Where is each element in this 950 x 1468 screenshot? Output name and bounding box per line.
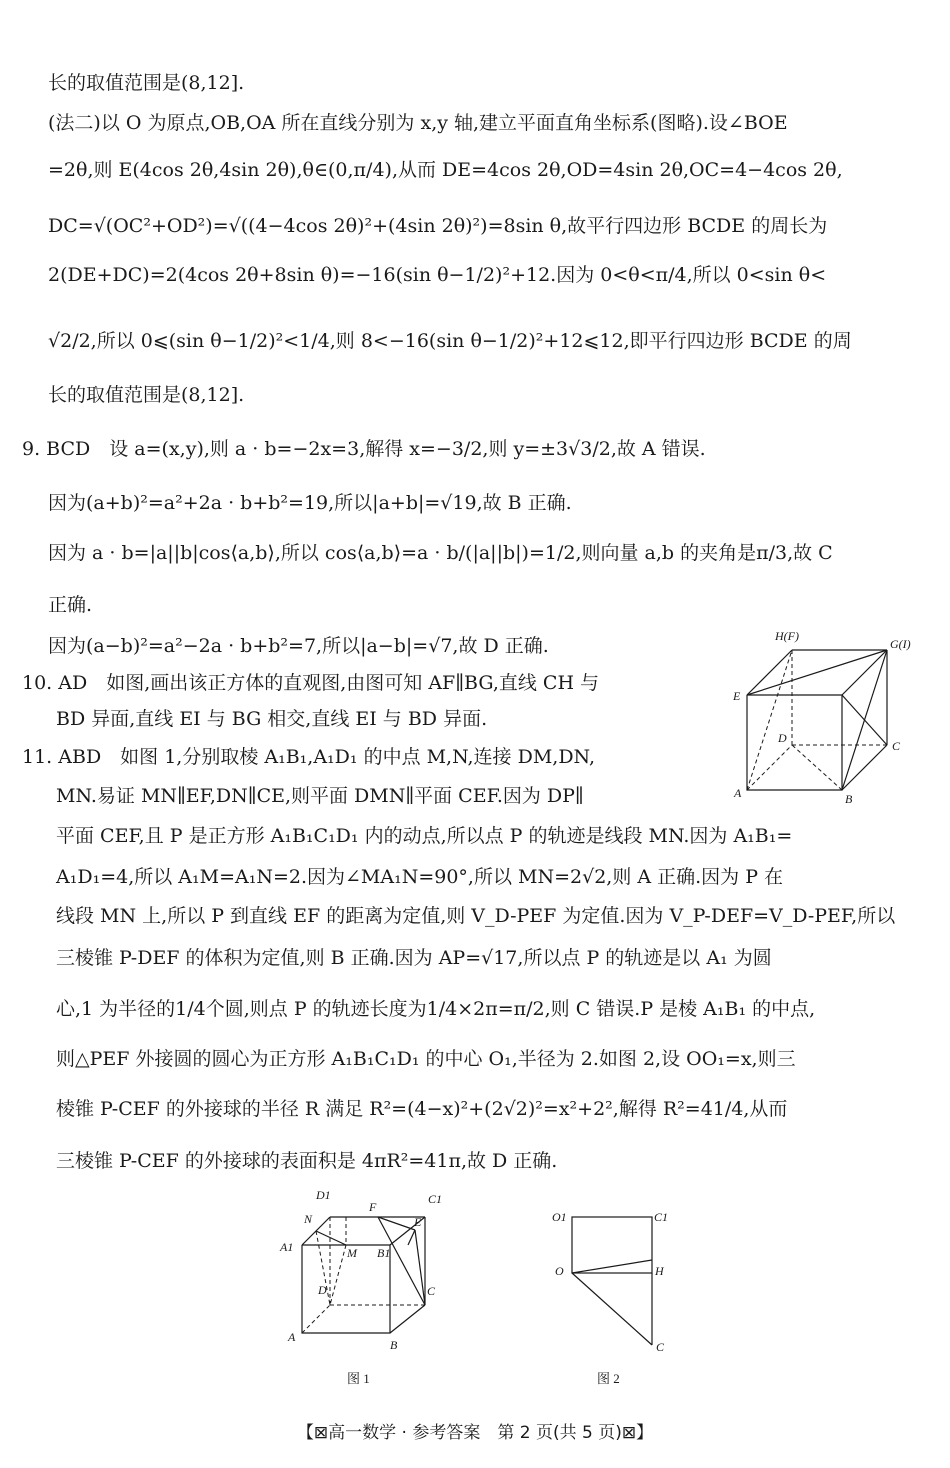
text-line: 因为(a−b)²=a²−2a · b+b²=7,所以|a−b|=√7,故 D 正确. [48,635,549,657]
text-line: 正确. [48,594,93,616]
fig1-label: D [318,1283,327,1297]
fig1-label: A1 [280,1240,294,1254]
text-line: 线段 MN 上,所以 P 到直线 EF 的距离为定值,则 V_D-PEF 为定值.因为 V_P-DEF=V_D-PEF,所以 [56,905,896,927]
text-line: MN.易证 MN∥EF,DN∥CE,则平面 DMN∥平面 CEF.因为 DP∥ [56,785,584,807]
text-line: =2θ,则 E(4cos 2θ,4sin 2θ),θ∈(0,π/4),从而 DE=4cos 2θ,OD=4sin 2θ,OC=4−4cos 2θ, [48,159,843,181]
fig1-label: N [304,1212,313,1226]
text-line: 长的取值范围是(8,12]. [48,72,245,94]
text-line: 平面 CEF,且 P 是正方形 A₁B₁C₁D₁ 内的动点,所以点 P 的轨迹是线段 MN.因为 A₁B₁= [56,825,793,847]
text-line: (法二)以 O 为原点,OB,OA 所在直线分别为 x,y 轴,建立平面直角坐标系(图略).设∠BOE [48,112,788,134]
fig2-label: C1 [654,1210,669,1224]
fig1-label: M [347,1246,357,1260]
cube-diagram [730,625,930,810]
cube-label: G(I) [890,637,911,651]
text-line: 棱锥 P-CEF 的外接球的半径 R 满足 R²=(4−x)²+(2√2)²=x²+2²,解得 R²=41/4,从而 [56,1098,788,1120]
text-line: 因为(a+b)²=a²+2a · b+b²=19,所以|a+b|=√19,故 B 正确. [48,492,572,514]
fig1-label: C1 [428,1192,443,1206]
figure-2-caption: 图 2 [597,1371,620,1386]
text-line: 三棱锥 P-CEF 的外接球的表面积是 4πR²=41π,故 D 正确. [56,1150,558,1172]
fig1-label: A [288,1330,296,1344]
cube-label: B [845,792,853,806]
text-line: 则△PEF 外接圆的圆心为正方形 A₁B₁C₁D₁ 的中心 O₁,半径为 2.如图 2,设 OO₁=x,则三 [56,1048,796,1070]
text-line: 2(DE+DC)=2(4cos 2θ+8sin θ)=−16(sin θ−1/2)²+12.因为 0<θ<π/4,所以 0<sin θ< [48,264,827,286]
text-line: 11. ABD 如图 1,分别取棱 A₁B₁,A₁D₁ 的中点 M,N,连接 DM,DN, [22,746,595,768]
text-line: 因为 a · b=|a||b|cos⟨a,b⟩,所以 cos⟨a,b⟩=a · b/(|a||b|)=1/2,则向量 a,b 的夹角是π/3,故 C [48,542,833,564]
cube-label: A [734,786,742,800]
fig1-label: B [390,1338,398,1352]
fig2-label: H [655,1264,664,1278]
text-line: 10. AD 如图,画出该正方体的直观图,由图可知 AF∥BG,直线 CH 与 [22,672,600,694]
cube-label: C [892,739,901,753]
text-line: 长的取值范围是(8,12]. [48,384,245,406]
fig2-label: C [656,1340,665,1354]
page-footer: 【⊠高一数学 · 参考答案 第 2 页(共 5 页)⊠】 [296,1423,654,1443]
fig2-label: O1 [552,1210,567,1224]
figure-1-caption: 图 1 [347,1371,370,1386]
cube-label: H(F) [775,629,799,643]
fig2-label: O [555,1264,564,1278]
text-line: A₁D₁=4,所以 A₁M=A₁N=2.因为∠MA₁N=90°,所以 MN=2√2,则 A 正确.因为 P 在 [56,866,784,888]
cube-label: D [778,731,787,745]
fig1-label: B1 [377,1246,391,1260]
figure-2-diagram [565,1210,665,1360]
cube-label: E [733,689,741,703]
text-line: DC=√(OC²+OD²)=√((4−4cos 2θ)²+(4sin 2θ)²)=8sin θ,故平行四边形 BCDE 的周长为 [48,215,828,237]
fig1-label: C [427,1284,436,1298]
text-line: BD 异面,直线 EI 与 BG 相交,直线 EI 与 BD 异面. [56,708,488,730]
text-line: 三棱锥 P-DEF 的体积为定值,则 B 正确.因为 AP=√17,所以点 P 的轨迹是以 A₁ 为圆 [56,947,772,969]
text-line: 心,1 为半径的1/4个圆,则点 P 的轨迹长度为1/4×2π=π/2,则 C 错误.P 是棱 A₁B₁ 的中点, [56,998,816,1020]
fig1-label: D1 [316,1188,331,1202]
fig1-label: E [414,1215,422,1229]
fig1-label: F [369,1200,377,1214]
text-line: 9. BCD 设 a=(x,y),则 a · b=−2x=3,解得 x=−3/2,则 y=±3√3/2,故 A 错误. [22,438,706,460]
text-line: √2/2,所以 0⩽(sin θ−1/2)²<1/4,则 8<−16(sin θ−1/2)²+12⩽12,即平行四边形 BCDE 的周 [48,330,852,352]
